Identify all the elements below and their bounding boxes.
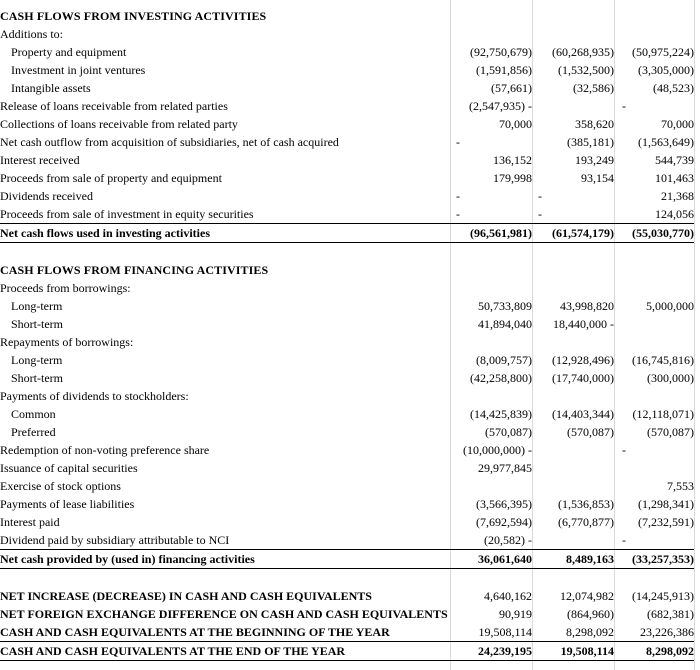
value-col2: (6,770,877) [558,515,614,529]
table-row [0,459,694,477]
summary-row [0,587,694,605]
table-row [0,369,694,387]
value-col1: (1,591,856) [476,63,532,77]
value-col3: (300,000) [647,371,695,385]
row-label: Payments of lease liabilities [0,497,135,511]
value-col1: 50,733,809 [478,299,532,313]
subheader-row [0,279,694,297]
table-row [0,405,694,423]
value-col2: - [538,189,542,203]
row-label: Collections of loans receivable from related party [0,117,238,131]
grid-line [694,0,695,670]
value-col3: (7,232,591) [638,515,695,529]
row-label: Preferred [11,425,56,439]
value-col3: - [622,533,626,547]
spacer [0,243,694,262]
table-row [0,441,694,459]
value-col1: 41,894,040 [478,317,532,331]
value-col2: 18,440,000 - [553,317,614,331]
spacer [0,569,694,588]
section-header-financing [0,261,694,279]
value-col1: - [456,189,460,203]
value-col3: 7,553 [667,479,695,493]
section-header-investing [0,7,694,25]
row-label: Short-term [11,371,63,385]
summary-label: NET INCREASE (DECREASE) IN CASH AND CASH EQUIVALENTS [0,589,372,603]
total-col2: (61,574,179) [532,224,614,243]
value-col2 [532,477,614,495]
value-col1: (20,582) - [484,533,532,547]
value-col1: 19,508,114 [478,625,532,639]
table-row [0,133,694,151]
row-label: Short-term [11,317,63,331]
value-col2: 193,249 [575,153,614,167]
value-col2: (570,087) [567,425,614,439]
subheader-row [0,387,694,405]
summary-row [0,605,694,623]
additions-label: Additions to: [0,27,64,41]
table-row [0,187,694,205]
row-label: Redemption of non-voting preference share [0,443,210,457]
value-col1: (42,258,800) [470,371,532,385]
summary-row [0,623,694,642]
value-col3: 5,000,000 [646,299,695,313]
table-row [0,151,694,169]
summary-label: NET FOREIGN EXCHANGE DIFFERENCE ON CASH AND CASH EQUIVALENTS [0,607,448,621]
value-col3: 124,056 [655,207,695,221]
table-row [0,115,694,133]
final-row [0,642,694,661]
row-label: Net cash outflow from acquisition of subsidiaries, net of cash acquired [0,135,339,149]
section-title: CASH FLOWS FROM FINANCING ACTIVITIES [0,263,269,277]
row-label: Dividend paid by subsidiary attributable to NCI [0,533,230,547]
repayments-label: Repayments of borrowings: [0,335,134,349]
value-col2: (1,536,853) [558,497,614,511]
value-col3: (570,087) [647,425,695,439]
row-label: Long-term [11,353,63,367]
table-row [0,61,694,79]
total-col3: (55,030,770) [614,224,694,243]
value-col1: (7,692,594) [476,515,532,529]
row-label: Common [11,407,56,421]
value-col1: (10,000,000) - [463,443,532,457]
value-col3 [614,315,694,333]
row-label: Proceeds from sale of property and equipment [0,171,222,185]
total-label: Net cash provided by (used in) financing activities [0,550,450,569]
row-label: Issuance of capital securities [0,461,138,475]
value-col2: - [538,207,542,221]
value-col3: (48,523) [653,81,695,95]
value-col3: (50,975,224) [632,45,695,59]
table-row [0,315,694,333]
row-label: Proceeds from sale of investment in equity securities [0,207,254,221]
row-label: Dividends received [0,189,93,203]
table-row [0,351,694,369]
dividends-label: Payments of dividends to stockholders: [0,389,189,403]
value-col2 [532,459,614,477]
value-col1: - [456,135,460,149]
row-label: Long-term [11,299,63,313]
subheader-row [0,25,694,43]
value-col1: 29,977,845 [478,461,532,475]
value-col2 [532,97,614,115]
row-label: Release of loans receivable from related parties [0,99,228,113]
summary-label: CASH AND CASH EQUIVALENTS AT THE BEGINNING OF THE YEAR [0,625,390,639]
value-col2: (385,181) [567,135,614,149]
value-col1: 90,919 [499,607,532,621]
value-col3: 21,368 [661,189,695,203]
table-row [0,423,694,441]
value-col3: (682,381) [647,607,695,621]
value-col3 [614,459,694,477]
total-col1: (96,561,981) [450,224,532,243]
value-col3: (16,745,816) [632,353,695,367]
final-label: CASH AND CASH EQUIVALENTS AT THE END OF THE YEAR [0,642,450,661]
row-label: Property and equipment [11,45,127,59]
table-row [0,43,694,61]
value-col3: - [622,99,626,113]
table-row [0,495,694,513]
subheader-row [0,333,694,351]
value-col2: 8,298,092 [566,625,614,639]
value-col3: (1,298,341) [638,497,695,511]
row-label: Interest received [0,153,80,167]
table-row [0,205,694,224]
row-label: Exercise of stock options [0,479,121,493]
value-col1: (2,547,935) - [469,99,532,113]
value-col1: (570,087) [485,425,532,439]
value-col3: 70,000 [661,117,695,131]
proceeds-label: Proceeds from borrowings: [0,281,131,295]
value-col2: (32,586) [573,81,614,95]
row-label: Intangible assets [11,81,91,95]
value-col2 [532,441,614,459]
total-col1: 36,061,640 [450,550,532,569]
value-col3: (3,305,000) [638,63,695,77]
value-col2: (1,532,500) [558,63,614,77]
value-col1: (14,425,839) [470,407,532,421]
final-col2: 19,508,114 [532,642,614,661]
value-col1: - [456,207,460,221]
value-col1: 4,640,162 [484,589,532,603]
value-col2: (12,928,496) [552,353,614,367]
row-label: Investment in joint ventures [11,63,146,77]
value-col2: (864,960) [567,607,614,621]
table-row [0,169,694,187]
total-col3: (33,257,353) [614,550,694,569]
value-col2: (17,740,000) [552,371,614,385]
total-row-investing [0,224,694,243]
value-col1: 179,998 [493,171,532,185]
value-col3: (1,563,649) [638,135,695,149]
cash-flow-table [0,7,694,661]
value-col2: 12,074,982 [560,589,614,603]
table-row [0,477,694,495]
value-col1: (8,009,757) [476,353,532,367]
value-col2: (14,403,344) [552,407,614,421]
value-col1: (92,750,679) [470,45,532,59]
table-row [0,79,694,97]
value-col3: 101,463 [655,171,695,185]
table-row [0,513,694,531]
value-col1: 136,152 [493,153,532,167]
final-col3: 8,298,092 [614,642,694,661]
table-row [0,531,694,550]
section-title: CASH FLOWS FROM INVESTING ACTIVITIES [0,9,267,23]
value-col3: (12,118,071) [632,407,695,421]
value-col1: (57,661) [491,81,532,95]
final-col1: 24,239,195 [450,642,532,661]
value-col2: 43,998,820 [560,299,614,313]
value-col2: 93,154 [581,171,614,185]
value-col2: (60,268,935) [552,45,614,59]
value-col2 [532,531,614,550]
value-col3: (14,245,913) [632,589,695,603]
value-col3: - [622,443,626,457]
table-row [0,297,694,315]
value-col1: 70,000 [499,117,532,131]
value-col2: 358,620 [575,117,614,131]
total-label: Net cash flows used in investing activities [0,224,450,243]
total-row-financing [0,550,694,569]
total-col2: 8,489,163 [532,550,614,569]
row-label: Interest paid [0,515,60,529]
value-col1 [450,477,532,495]
value-col1: (3,566,395) [476,497,532,511]
value-col3: 23,226,386 [640,625,695,639]
table-row [0,97,694,115]
value-col3: 544,739 [655,153,695,167]
